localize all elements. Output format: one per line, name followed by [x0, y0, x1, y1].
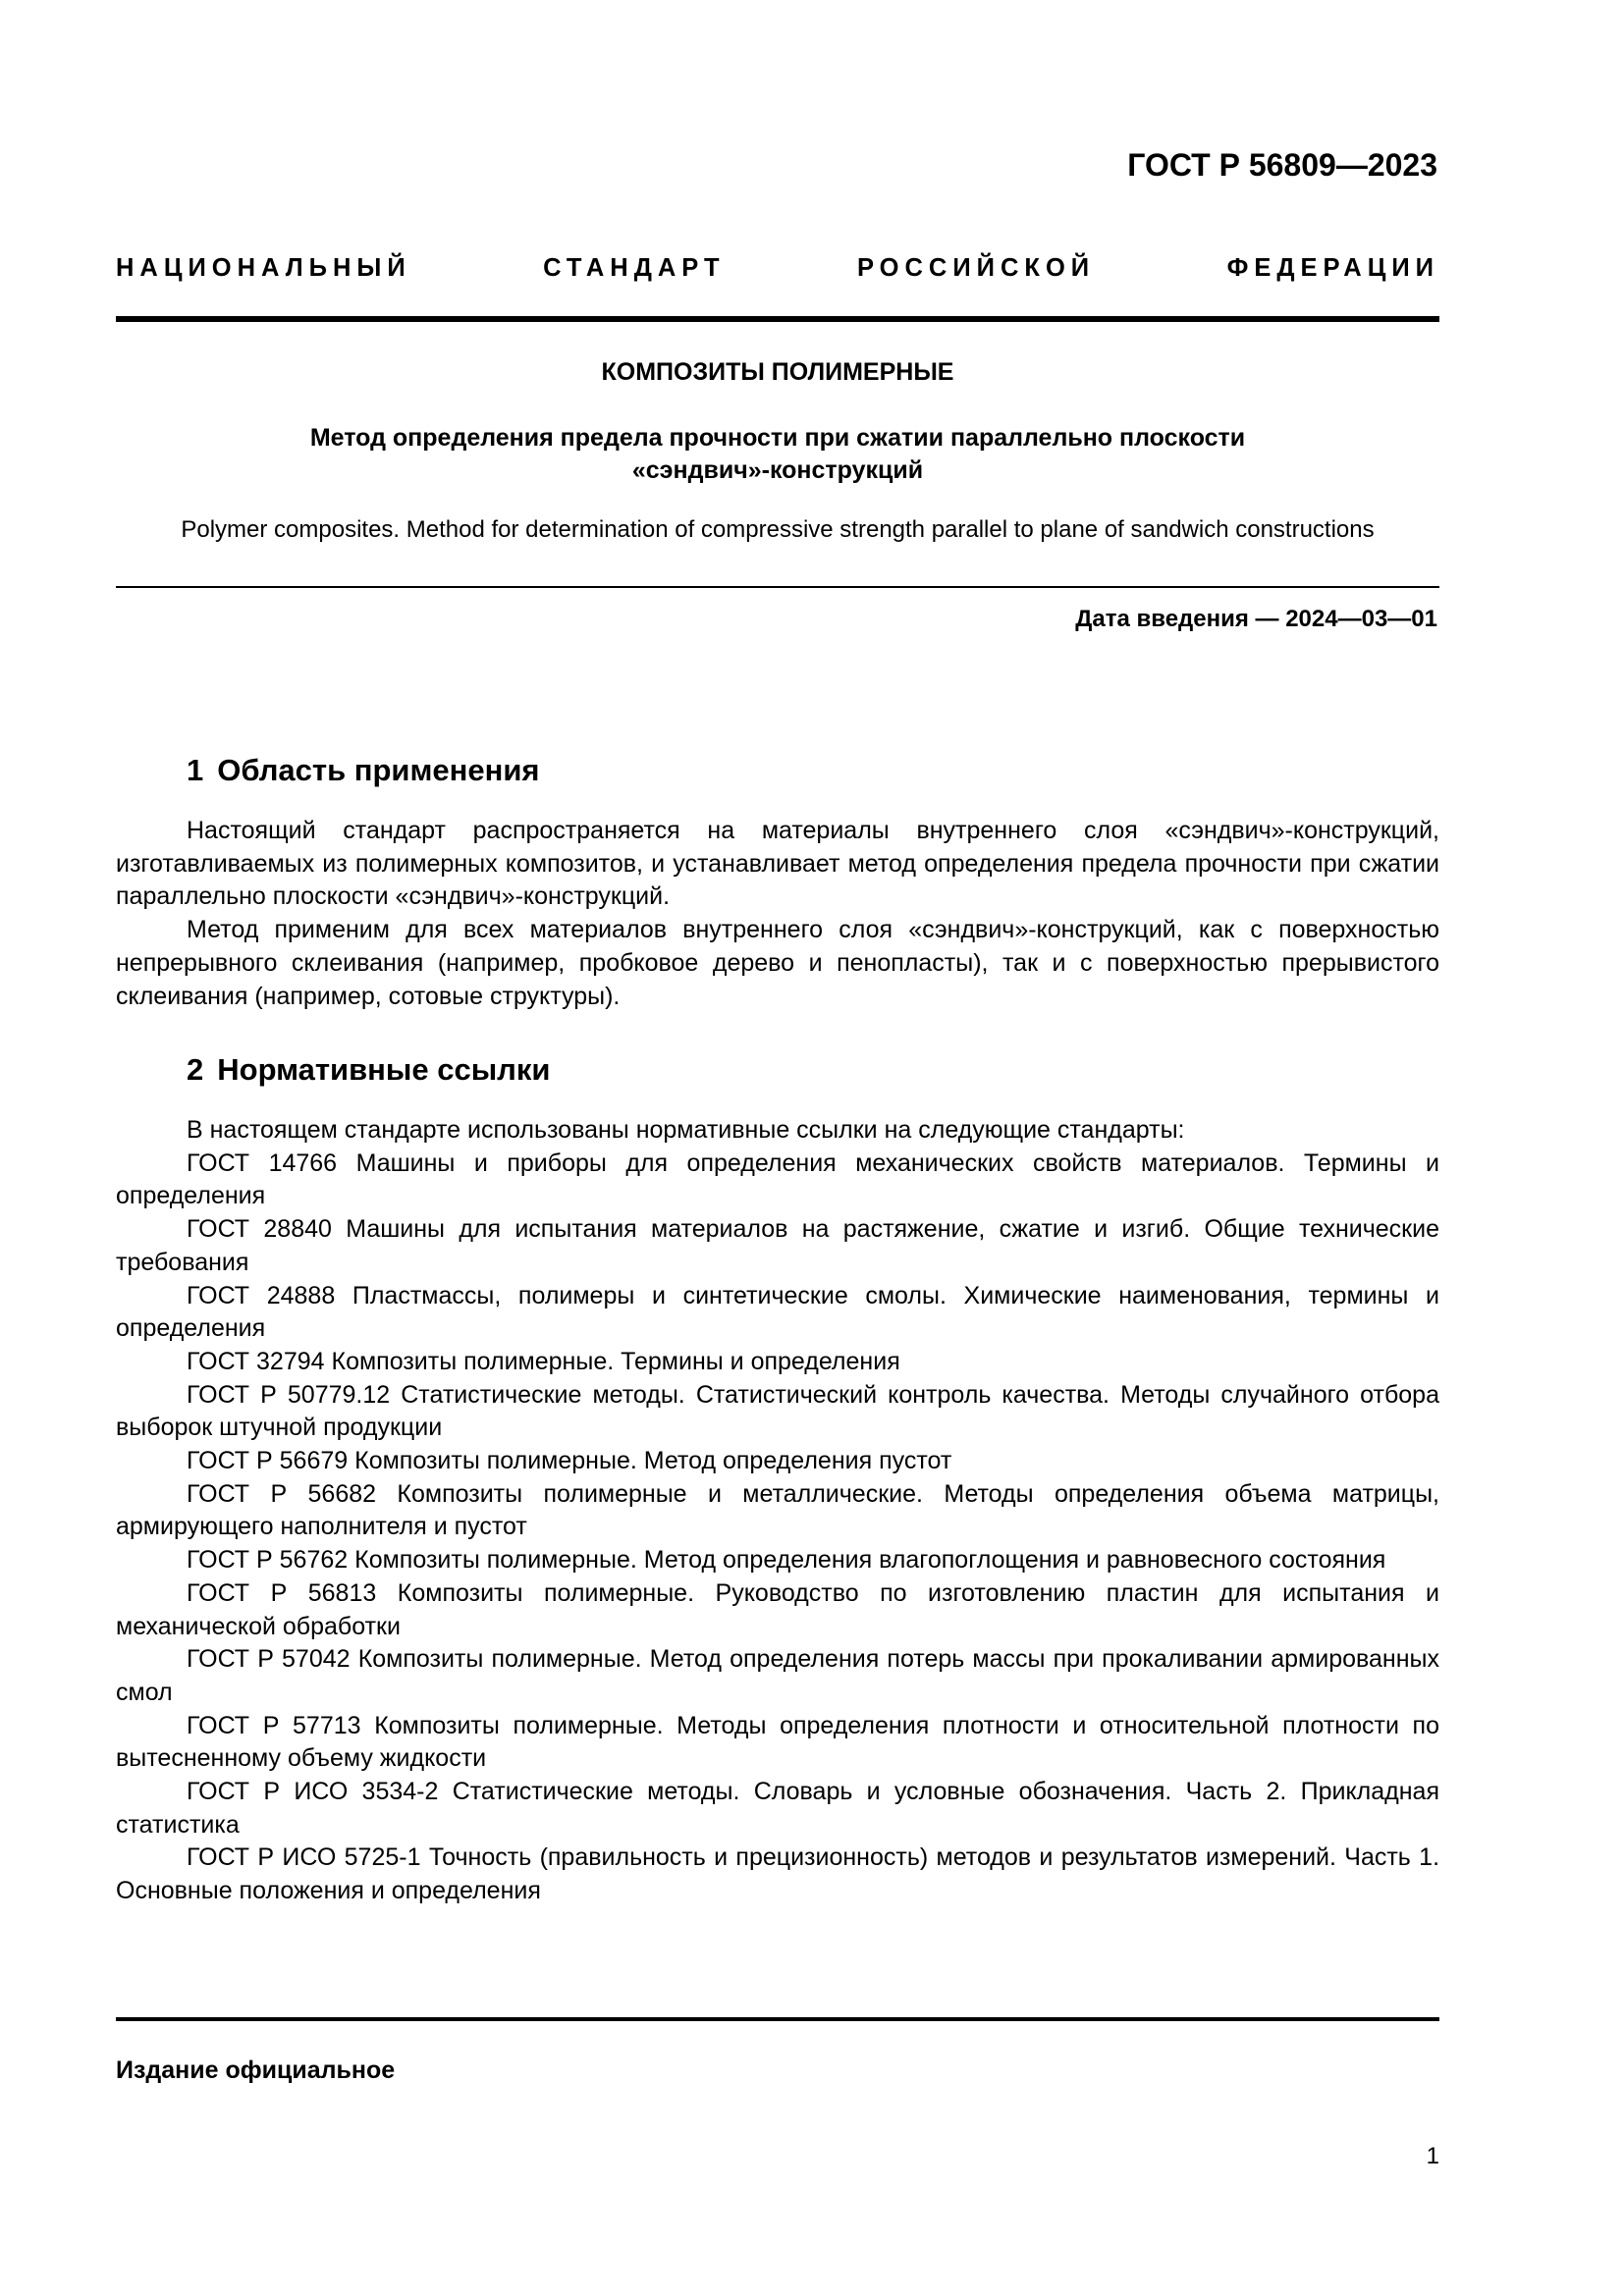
reference-code: ГОСТ 24888 [187, 1281, 336, 1309]
subtitle-line-2: «сэндвич»-конструкций [631, 456, 924, 484]
page-number: 1 [1426, 2143, 1439, 2169]
reference-code: ГОСТ 32794 [187, 1347, 325, 1375]
standard-designation: ГОСТ Р 56809—2023 [1127, 147, 1437, 183]
document-title: КОМПОЗИТЫ ПОЛИМЕРНЫЕ [601, 358, 954, 386]
introduction-date: Дата введения — 2024—03—01 [1075, 606, 1437, 632]
reference-title: Машины для испытания материалов на растяжение, сжатие и изгиб. Общие технические требования [116, 1215, 1439, 1276]
reference-code: ГОСТ Р 56682 [187, 1479, 377, 1508]
top-thick-rule [116, 316, 1439, 322]
reference-item [116, 1643, 1439, 1709]
section-2-title: Нормативные ссылки [217, 1052, 551, 1087]
reference-title: Композиты полимерные. Термины и определения [331, 1347, 900, 1375]
reference-item [116, 1478, 1439, 1544]
reference-title: Статистические методы. Словарь и условные обозначения. Часть 2. Прикладная статистика [116, 1778, 1439, 1839]
reference-title: Композиты полимерные. Методы определения плотности и относительной плотности по вытесненному объему жидкости [116, 1711, 1439, 1773]
reference-item [116, 1379, 1439, 1445]
reference-code: ГОСТ Р 56762 [187, 1546, 349, 1575]
reference-code: ГОСТ 28840 [187, 1215, 332, 1244]
section-1-title: Область применения [217, 753, 540, 787]
reference-code: ГОСТ Р 57042 [187, 1645, 351, 1674]
section-1-body [116, 815, 1439, 1013]
reference-item [116, 1842, 1439, 1907]
reference-item [116, 1544, 1439, 1577]
reference-code: ГОСТ Р 57713 [187, 1711, 361, 1739]
section-2-heading [187, 1052, 550, 1088]
reference-title: Композиты полимерные. Метод определения потерь массы при прокаливании армированных смол [116, 1645, 1439, 1706]
document-subtitle [116, 422, 1439, 487]
title-separator-rule [116, 586, 1439, 588]
references-intro: В настоящем стандарте использованы нормативные ссылки на следующие стандарты: [187, 1116, 1185, 1144]
reference-item [116, 1445, 1439, 1478]
section-1-paragraph: Метод применим для всех материалов внутреннего слоя «сэндвич»-конструкций, как с поверхностью непрерывного склеивания (например, пробковое дерево и пенопласты), так и с поверхностью прерывистого склеивания (например, сотовые структуры). [116, 916, 1439, 1010]
reference-item [116, 1148, 1439, 1213]
reference-title: Композиты полимерные. Руководство по изготовлению пластин для испытания и механической обработки [116, 1578, 1439, 1640]
reference-title: Машины и приборы для определения механических свойств материалов. Термины и определения [116, 1148, 1439, 1210]
reference-title: Композиты полимерные. Метод определения влагопоглощения и равновесного состояния [354, 1546, 1386, 1575]
english-title: Polymer composites. Method for determination of compressive strength parallel to plane of sandwich constructions [181, 516, 1375, 543]
reference-item [116, 1213, 1439, 1279]
reference-item [116, 1346, 1439, 1379]
footer-rule [116, 2017, 1439, 2021]
reference-item [116, 1776, 1439, 1842]
section-1-paragraph: Настоящий стандарт распространяется на материалы внутреннего слоя «сэндвич»-конструкций, изготавливаемых из полимерных композитов, и устанавливает метод определения предела прочности при сжатии параллельно плоскости «сэндвич»-конструкций. [116, 817, 1439, 911]
reference-code: ГОСТ Р ИСО 3534-2 [187, 1778, 439, 1806]
section-2-body [116, 1114, 1439, 1908]
reference-title: Композиты полимерные и металлические. Методы определения объема матрицы, армирующего наполнителя и пустот [116, 1479, 1439, 1541]
reference-code: ГОСТ Р 50779.12 [187, 1380, 391, 1409]
reference-item [116, 1710, 1439, 1776]
section-1-heading [187, 753, 540, 788]
reference-code: ГОСТ 14766 [187, 1148, 338, 1177]
reference-title: Композиты полимерные. Метод определения пустот [354, 1447, 952, 1475]
reference-code: ГОСТ Р 56813 [187, 1578, 377, 1607]
official-edition-label: Издание официальное [116, 2056, 396, 2084]
reference-title: Точность (правильность и прецизионность) методов и результатов измерений. Часть 1. Основные положения и определения [116, 1843, 1440, 1905]
reference-code: ГОСТ Р 56679 [187, 1447, 349, 1475]
reference-title: Пластмассы, полимеры и синтетические смолы. Химические наименования, термины и определения [116, 1281, 1439, 1343]
reference-code: ГОСТ Р ИСО 5725-1 [187, 1843, 421, 1872]
national-standard-banner: НАЦИОНАЛЬНЫЙ СТАНДАРТ РОССИЙСКОЙ ФЕДЕРАЦИИ [116, 254, 1439, 282]
section-1-number: 1 [187, 753, 204, 787]
section-2-number: 2 [187, 1052, 204, 1087]
reference-title: Статистические методы. Статистический контроль качества. Методы случайного отбора выборок штучной продукции [116, 1380, 1439, 1442]
reference-item [116, 1577, 1439, 1643]
reference-item [116, 1280, 1439, 1346]
subtitle-line-1: Метод определения предела прочности при сжатии параллельно плоскости [309, 424, 1246, 452]
